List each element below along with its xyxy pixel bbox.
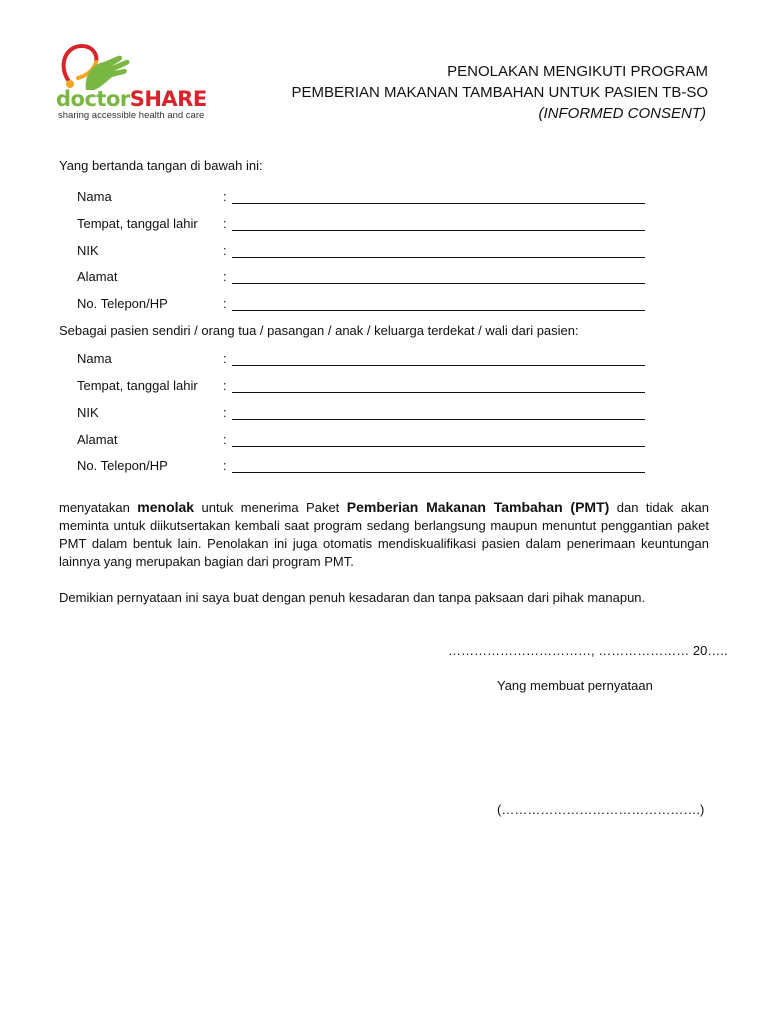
- relation-text: Sebagai pasien sendiri / orang tua / pasangan / anak / keluarga terdekat / wali dari pasien:: [59, 323, 579, 338]
- field-telepon[interactable]: No. Telepon/HP :: [77, 296, 647, 312]
- fill-line[interactable]: [232, 283, 645, 284]
- field-label: NIK: [77, 243, 99, 258]
- field-alamat-2[interactable]: Alamat :: [77, 432, 647, 448]
- title-line-3: (INFORMED CONSENT): [538, 105, 706, 122]
- field-label: Nama: [77, 351, 112, 366]
- fill-line[interactable]: [232, 446, 645, 447]
- field-nama-2[interactable]: Nama :: [77, 351, 647, 367]
- field-nik-2[interactable]: NIK :: [77, 405, 647, 421]
- field-nik[interactable]: NIK :: [77, 243, 647, 259]
- closing-text: Demikian pernyataan ini saya buat dengan penuh kesadaran dan tanpa paksaan dari pihak manapun.: [59, 590, 646, 605]
- intro-text: Yang bertanda tangan di bawah ini:: [59, 158, 263, 173]
- field-nama[interactable]: Nama :: [77, 189, 647, 205]
- statement-paragraph: menyatakan menolak untuk menerima Paket Pemberian Makanan Tambahan (PMT) dan tidak akan meminta untuk diikutsertakan kembali saat program sedang berlangsung maupun menuntut penggantian paket PMT dalam bentuk lain. Penolakan ini juga otomatis mendiskualifikasi pasien dalam penerimaan keuntungan lainnya yang merupakan bagian dari program PMT.: [59, 499, 709, 569]
- field-label: Tempat, tanggal lahir: [77, 378, 198, 393]
- field-label: Nama: [77, 189, 112, 204]
- signature-line[interactable]: (……………………………………….): [497, 802, 705, 817]
- emphasis-menolak: menolak: [137, 499, 195, 515]
- fill-line[interactable]: [232, 392, 645, 393]
- field-label: Tempat, tanggal lahir: [77, 216, 198, 231]
- signer-label: Yang membuat pernyataan: [497, 678, 653, 693]
- fill-line[interactable]: [232, 203, 645, 204]
- field-label: No. Telepon/HP: [77, 458, 168, 473]
- emphasis-pmt: Pemberian Makanan Tambahan (PMT): [346, 499, 610, 515]
- doctorshare-logo: [56, 40, 226, 124]
- logo-wordmark: doctorSHARE: [56, 87, 207, 111]
- fill-line[interactable]: [232, 472, 645, 473]
- logo-mark-icon: [56, 40, 146, 92]
- field-alamat[interactable]: Alamat :: [77, 269, 647, 285]
- field-tempat-tanggal-lahir-2[interactable]: Tempat, tanggal lahir :: [77, 378, 647, 394]
- date-line[interactable]: ……………………………, ………………… 20…..: [448, 643, 728, 658]
- fill-line[interactable]: [232, 419, 645, 420]
- field-label: No. Telepon/HP: [77, 296, 168, 311]
- fill-line[interactable]: [232, 230, 645, 231]
- fill-line[interactable]: [232, 257, 645, 258]
- logo-tagline: sharing accessible health and care: [58, 110, 205, 121]
- field-label: Alamat: [77, 432, 118, 447]
- fill-line[interactable]: [232, 365, 645, 366]
- title-line-2: PEMBERIAN MAKANAN TAMBAHAN UNTUK PASIEN TB-SO: [291, 84, 708, 101]
- field-label: Alamat: [77, 269, 118, 284]
- field-telepon-2[interactable]: No. Telepon/HP :: [77, 458, 647, 474]
- title-line-1: PENOLAKAN MENGIKUTI PROGRAM: [447, 63, 708, 80]
- fill-line[interactable]: [232, 310, 645, 311]
- field-tempat-tanggal-lahir[interactable]: Tempat, tanggal lahir :: [77, 216, 647, 232]
- field-label: NIK: [77, 405, 99, 420]
